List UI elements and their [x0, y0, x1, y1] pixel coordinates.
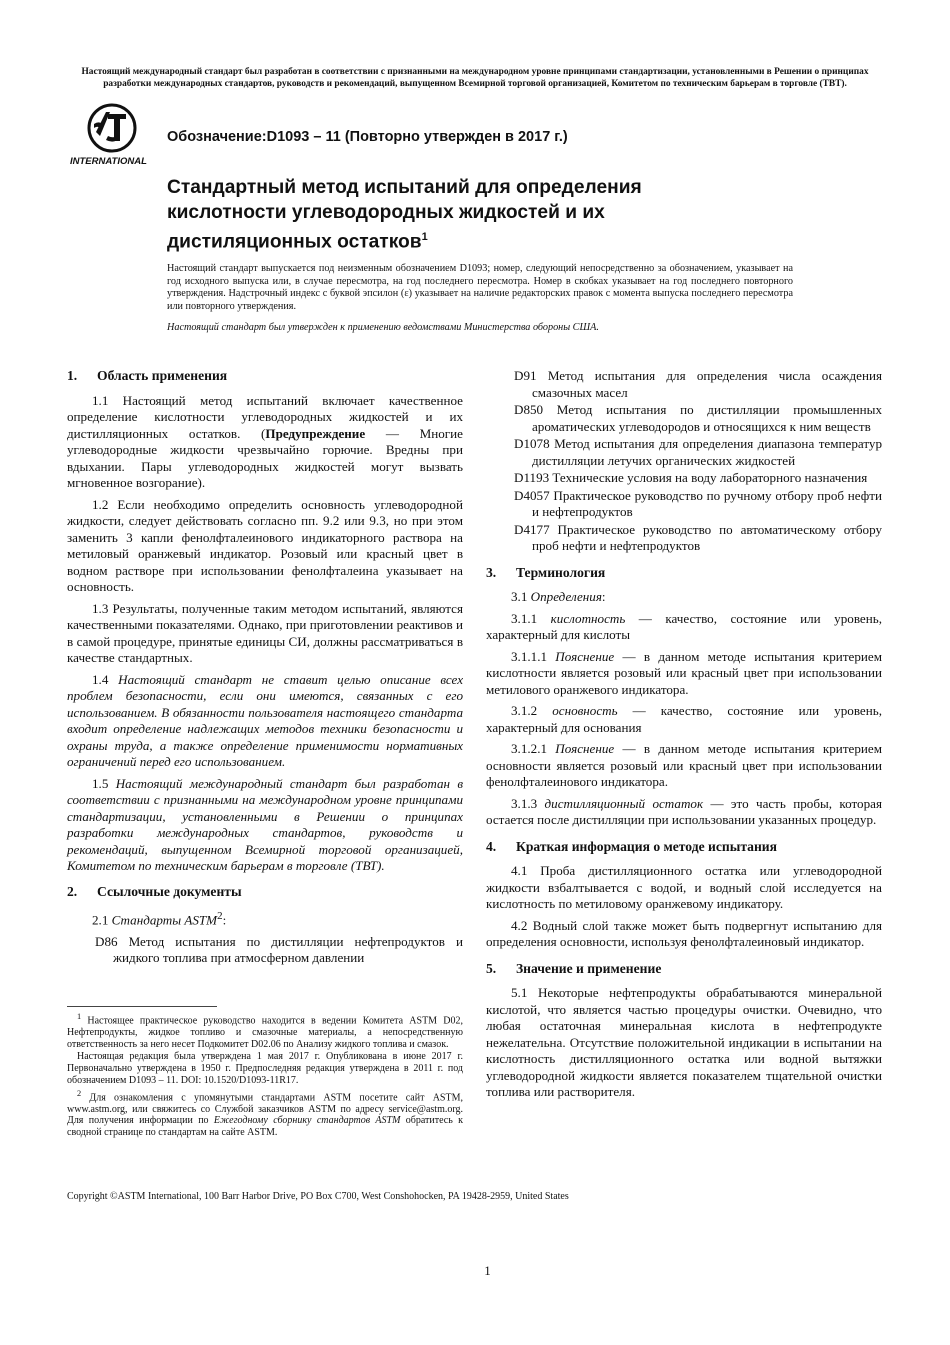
- para-5-1: 5.1 Некоторые нефтепродукты обрабатываются минеральной кислотой, что является частью процедуры очистки. Очевидно, что любая остаточная минеральная кислота в нефтепродукте нежелательна. Отсутствие положительной индикации в испытании на кислотность дистилляционного остатка или водной вытяжки углеводородной жидкости является показателем тщательной очистки топлива или растворителя.: [486, 985, 882, 1099]
- title-line-3: дистиляционных остатков$^1$: [167, 231, 428, 253]
- para-3-1-2-1: 3.1.2.1 Пояснение — в данном методе испытания критерием основности является розовый или красный цвет при использовании фенолфталеинового индикатора.: [486, 741, 883, 789]
- section-3-heading: 3. Терминология: [486, 564, 606, 580]
- notice-line-2: разработки международных стандартов, руководств и рекомендаций, выпущенном Всемирной торговой организацией, Комитетом по техническим барьерам в торговле (ТВТ).: [103, 79, 847, 89]
- document-title: [167, 175, 767, 254]
- reference-item: D850 Метод испытания по дистилляции промышленных ароматических углеводородов и относящихся к ним веществ: [514, 402, 882, 434]
- notice-line-1: Настоящий международный стандарт был разработан в соответствии с признанными на международном уровне принципами стандартизации, установленными в Решении о принципах: [81, 67, 869, 77]
- title-footnote-ref[interactable]: 1: [421, 231, 428, 243]
- copyright: Copyright ©ASTM International, 100 Barr Harbor Drive, PO Box C700, West Conshohocken, PA 19428-2959, United States: [67, 1191, 569, 1202]
- section-4-heading: 4. Краткая информация о методе испытания: [486, 838, 777, 854]
- reference-item: D4057 Практическое руководство по ручному отбору проб нефти и нефтепродуктов: [514, 487, 882, 519]
- approval-note: Настоящий стандарт был утвержден к применению ведомствами Министерства обороны США.: [167, 322, 599, 333]
- para-4-1: 4.1 Проба дистилляционного остатка или углеводородной жидкости взбалтывается с водой, и водный слой исследуется на кислотность по метиловому оранжевому индикатору.: [486, 863, 882, 911]
- para-2-1: 2.1 Стандарты ASTM$^2$:: [92, 910, 227, 928]
- para-3-1-1: 3.1.1 кислотность — качество, состояние или уровень, характерный для кислоты: [486, 610, 882, 642]
- footnote-ref-2[interactable]: 2: [217, 910, 223, 922]
- title-line-1: Стандартный метод испытаний для определения: [167, 177, 642, 198]
- para-3-1-1-1: 3.1.1.1 Пояснение — в данном методе испытания критерием кислотности является розовый или красный цвет при использовании метилового оранжевого индикатора.: [486, 648, 883, 697]
- standards-notice: [60, 66, 890, 90]
- para-3-1: 3.1 Определения:: [511, 589, 606, 604]
- reference-item: D91 Метод испытания для определения числа осаждения смазочных масел: [514, 368, 882, 400]
- footnote-divider: [67, 1006, 217, 1007]
- reference-item: D4177 Практическое руководство по автоматическому отбору проб нефти и нефтепродуктов: [514, 521, 882, 553]
- section-5-heading: 5. Значение и применение: [486, 960, 662, 976]
- reference-item: D86 Метод испытания по дистилляции нефтепродуктов и жидкого топлива при атмосферном давлении: [95, 933, 463, 966]
- section-1-heading: 1. Область применения: [67, 368, 228, 383]
- para-1-2: 1.2 Если необходимо определить основность углеводородной жидкости, следует действовать согласно пп. 9.2 или 9.3, но при этом заменить 3 капли фенолфталеинового индикаторного раствора на метиловый оранжевый индикатор. Розовый или красный цвет в водном растворе при использовании фенолфталеина указывает на основность.: [67, 496, 463, 594]
- para-1-1: 1.1 Настоящий метод испытаний включает качественное определение кислотности углеводородных жидкостей и их дистилляционных остатков. (Предупреждение — Многие углеводородные жидкости чрезвычайно горючие. Вредны при вдыхании. Пары углеводородных жидкостей могут вызвать мгновенное возгорание).: [67, 392, 463, 490]
- title-line-2: кислотности углеводородных жидкостей и их: [167, 202, 605, 223]
- astm-logo: [66, 102, 158, 168]
- right-column: [486, 368, 882, 1106]
- designation: Обозначение:D1093 – 11 (Повторно утвержден в 2017 г.): [167, 129, 568, 145]
- para-1-3: 1.3 Результаты, полученные таким методом испытаний, являются качественными показателями. Однако, при приготовлении реактивов и в самой процедуре, принятые единицы СИ, должны рассматриваться в качестве стандартных.: [67, 600, 463, 665]
- para-3-1-2: 3.1.2 основность — качество, состояние или уровень, характерный для основания: [486, 703, 882, 735]
- footnote-1: $^1$ Настоящее практическое руководство находится в ведении Комитета ASTM D02, Нефтепродукты, жидкое топливо и смазочные материалы, а непосредственную ответственность за него несет Подкомитет D02.06 по Анализу жидкого топлива и смазок.: [67, 1012, 463, 1050]
- para-1-5: 1.5 Настоящий международный стандарт был разработан в соответствии с признанными на международном уровне принципами стандартизации, установленными в Решении о принципах разработки международных стандартов, руководств и рекомендаций, выпущенном Всемирной торговой организацией, Комитетом по техническим барьерам в торговле (ТВТ).: [67, 775, 463, 873]
- intro-paragraph: Настоящий стандарт выпускается под неизменным обозначением D1093; номер, следующий непосредственно за обозначением, указывает на год исходного выпуска или, в случае пересмотра, на год последнего пересмотра. Номер в скобках указывает на год последнего повторного утверждения. Надстрочный индекс с буквой эпсилон (ε) указывает на наличие редакторских правок с момента выпуска последнего пересмотра или повторного утверждения.: [167, 263, 793, 312]
- footnote-2: $^2$ Для ознакомления с упомянутыми стандартами ASTM посетите сайт ASTM, www.astm.org, или свяжитесь со Службой заказчиков ASTM по адресу service@astm.org. Для получения информации по Ежегодному сборнику стандартов ASTM обратитесь к сводной странице по стандартам на сайте ASTM.: [67, 1088, 463, 1138]
- footnotes: [67, 1011, 463, 1140]
- para-4-2: 4.2 Водный слой также может быть подвергнут испытанию для определения основности, используя фенолфталеиновый индикатор.: [486, 917, 882, 949]
- footnote-1b: Настоящая редакция была утверждена 1 мая 2017 г. Опубликована в июне 2017 г. Первоначально утверждена в 1950 г. Предпоследняя редакция утверждена в 2011 г. под обозначением D1093 – 11. DOI: 10.1520/D1093-11R17.: [67, 1051, 463, 1086]
- left-column: [67, 368, 463, 968]
- page-number: 1: [484, 1263, 491, 1278]
- para-1-4: 1.4 Настоящий стандарт не ставит целью описание всех проблем безопасности, если они имеются, связанных с его использованием. В обязанности пользователя настоящего стандарта входит определение надлежащих методов техники безопасности и охраны труда, а также определение применимости нормативных ограничений перед его использованием.: [67, 671, 464, 769]
- section-2-heading: 2. Ссылочные документы: [67, 883, 242, 899]
- reference-item: D1193 Технические условия на воду лабораторного назначения: [514, 470, 868, 485]
- reference-item: D1078 Метод испытания для определения диапазона температур дистилляции летучих органических жидкостей: [514, 436, 882, 468]
- logo-wordmark: INTERNATIONAL: [70, 156, 147, 167]
- para-3-1-3: 3.1.3 дистилляционный остаток — это часть пробы, которая остается после дистилляции при использовании указанных процедур.: [486, 795, 882, 827]
